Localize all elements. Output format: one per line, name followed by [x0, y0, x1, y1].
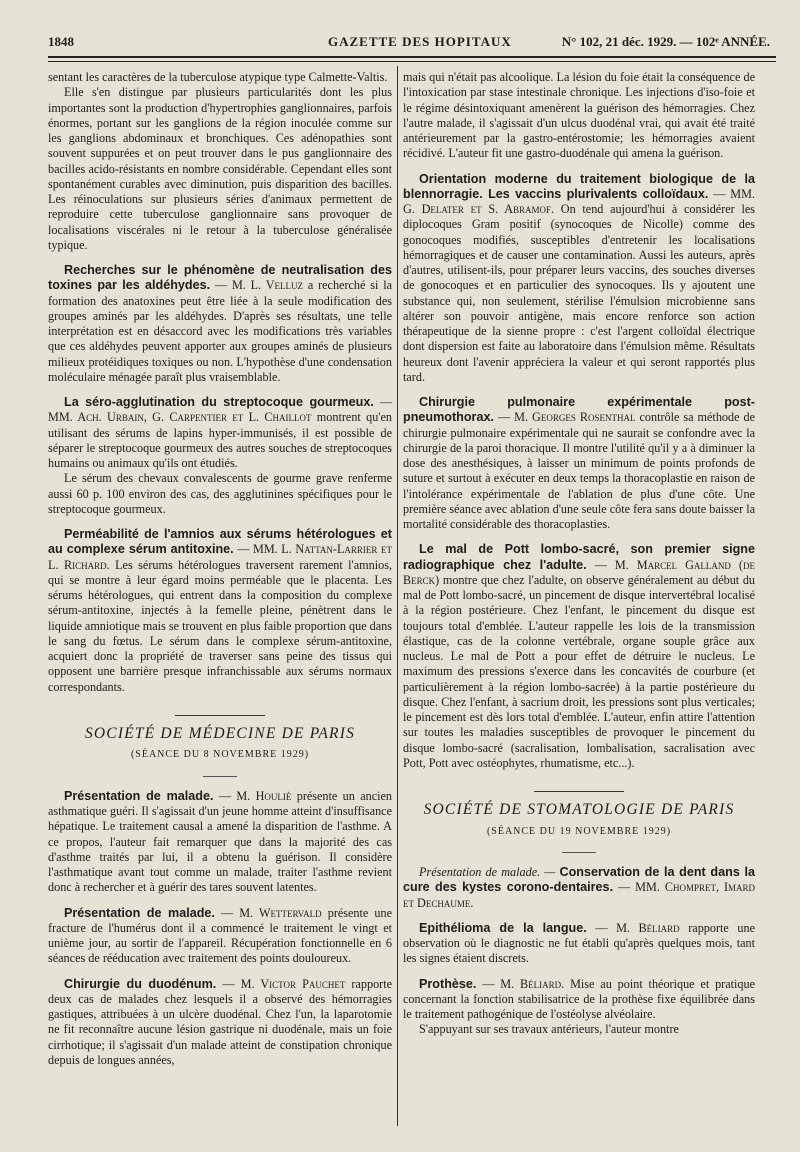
- section-separator: [403, 781, 755, 796]
- column-divider: [397, 66, 398, 1126]
- article-mal-de-pott: [403, 542, 755, 771]
- article-title: Chirurgie pulmonaire expérimentale post-pneumothorax.: [403, 395, 755, 425]
- article-conservation-dent: [403, 865, 755, 911]
- article-text: montre que chez l'adulte, on observe généralement au début du mal de Pott lombo-sacré, un pincement de disque intervertébral localisé à la région postérieure. Chez l'enfant, le pincement du disque est toujours total d'emblée. L'auteur rappelle les lois de la transmission élastique, cas de la colonne vertébrale, organe souple grâce aux nucleus. Le mal de Pott a pour effet de détruire le nucleus. Le maximum des pressions s'exerce dans les concavités de courbure (et particulièrement à la région lombo-sacrée) à la partie postérieure du disque. Chez l'enfant, à sacrium droit, les pressions sont plus verticales; le pincement est dès lors total d'emblée. L'auteur, enfin attire l'attention sur toutes les maladies susceptibles de provoquer le pincement du disque lombo-sacré (sacralisation, lombalisation, sacralisation avec Pott, Pott avec ostéophytes, rhumatisme, etc...).: [403, 572, 756, 770]
- article-authors: — M. Béliard: [595, 920, 680, 935]
- society-title: SOCIÉTÉ DE STOMATOLOGIE DE PARIS: [423, 801, 735, 819]
- article-text: rapporte deux cas de malades chez lesquels il a observé des hémorragies gastiques, attribuées à un ulcère duodénal. Chez l'un, la laparotomie ne fit reconnaître aucune lésion gastrique ni duodénale, mais un foie cirrhotique; il s'agissait d'un malade atteint de constipation chronique depuis de longues années,: [48, 976, 393, 1067]
- paragraph: sentant les caractères de la tuberculose atypique type Calmette-Valtis.: [48, 70, 388, 84]
- article-authors: — M. Wettervald: [221, 905, 322, 920]
- article-authors: — MM. G. Delater et S. Abramof.: [403, 186, 755, 216]
- article-text: Les sérums hétérologues traversent rarement l'amnios, qui se montre à leur égard moins perméable que le placenta. Les sérums hétérologues, qui entrent dans la composition du complexe sérum-antitoxine, injectés à la femelle pleine, pénètrent dans le liquide amniotique mais se trouvent en plus faible proportion que dans le sang du fœtus. Le sérum dans le complexe sérum-antitoxine, acquiert donc la propriété de traverser sans peine des tissus qui opposent une barrière presque infranchissable aux sérums normaux correspondants.: [48, 557, 393, 694]
- article-title: Recherches sur le phénomène de neutralisation des toxines par les aldéhydes.: [48, 263, 392, 293]
- article-presentation-1: [48, 789, 392, 896]
- journal-title: GAZETTE DES HOPITAUX: [328, 34, 512, 49]
- article-title: Présentation de malade.: [64, 788, 214, 803]
- article-authors: — M. Victor Pauchet: [222, 976, 346, 991]
- article-label: Présentation de malade. —: [419, 865, 556, 879]
- paragraph: Elle s'en distingue par plusieurs particularités dont les plus importantes sont la production d'hypertrophies ganglionnaires, parfois énormes, portant sur les ganglions de la région inoculée comme sur les ganglions abdominaux et bronchiques. Ces adénopathies sont souvent suppurées et on peut trouver dans le pus ganglionnaire des bacilles acido-résistants en nombre considérable. Cependant elles sont spontanément curables avec diminution, puis disparition des bacilles. Les réinoculations sur plusieurs séries d'animaux permettent de reproduire cette tuberculose ganglionnaire sans provoquer de localisations viscérales ni le retour à la tuberculose généralisée typique.: [48, 85, 392, 252]
- article-authors: — M. L. Velluz: [214, 278, 304, 293]
- article-text: présente un ancien asthmatique guéri. Il s'agissait d'un jeune homme atteint d'insuffisance hépatique. Le traitement causal a amené la disparition de l'asthme. A ce propos, l'auteur fait remarquer que dans la majorité des cas d'asthme traités par lui, il a obtenu la guérison. Il considère l'asthmatique avant tout comme un malade, traiter l'asthme revient donc à rechercher et à guérir des tares souvent latentes.: [48, 788, 392, 895]
- article-presentation-2: [48, 906, 392, 967]
- article-text: On tend aujourd'hui à considérer les diplocoques Gram positif (synocoques de Nicolle) comme des gonocoques modifiés, susceptibles d'entretenir les localisations hémorragiques et de causer une contamination. Aussi les auteurs, après d'autres, utilisent-ils, pour préparer leurs vaccins, des souches diverses de gonocoques et en particulier des synocoques. Ils y ajoutent une substance qui, non seulement, stérilise l'émulsion microbienne sans altérer son pouvoir antigène, mais encore renforce son action thérapeutique de la sienne propre : c'est l'argent colloïdal électrique dont dispersion est faite au laboratoire dans l'émulsion même. Résultats heureux dont l'avenir appréciera la valeur et qui seront rapportés plus tard.: [403, 202, 756, 384]
- article-title: Conservation de la dent dans la cure des kystes corono-dentaires.: [403, 865, 756, 895]
- small-separator: [403, 842, 755, 857]
- article-sero-agglutination: [48, 395, 392, 517]
- article-text: rapporte une observation où le diagnostic ne fut établi qu'après quelques mois, tant les signes étaient discrets.: [403, 920, 756, 966]
- article-text: présente une fracture de l'humérus dont il a commencé le traitement le vingt et unième jour, au sortir de l'appareil. Récupération fonctionnelle en 6 séances de rééducation avec traitement des points douloureux.: [48, 905, 392, 966]
- session-date: (SÉANCE DU 8 NOVEMBRE 1929): [130, 749, 310, 761]
- paragraph: mais qui n'était pas alcoolique. La lésion du foie était la conséquence de l'intoxication par stase intestinale chronique. Les injections d'iso-foie et le régime désintoxiquant amenèrent la guérison des hémorragies. Chez l'autre malade, il s'agissait d'un ulcus duodénal vrai, qui avait été traité antérieurement par la gastro-entérostomie; les hémorragies avaient récidivé. L'auteur fit une gastro-duodénale qui amena la guérison.: [403, 70, 755, 161]
- issue-date: N° 102, 21 déc. 1929. — 102ᵉ ANNÉE.: [561, 34, 770, 49]
- article-title: Présentation de malade.: [64, 905, 215, 920]
- section-separator: [48, 705, 392, 720]
- paragraph: Le sérum des chevaux convalescents de gourme grave renferme aussi 60 p. 100 environ des cas, des agglutinines spécifiques pour le streptocoque gourmeux.: [48, 471, 392, 516]
- article-authors: — MM. Ach. Urbain, G. Carpentier et L. Chaillot: [48, 395, 392, 425]
- article-title: La séro-agglutination du streptocoque gourmeux.: [64, 395, 374, 409]
- article-neutralisation: [48, 263, 392, 385]
- left-column: [48, 70, 392, 1068]
- page-header: [48, 30, 770, 56]
- article-duodenum: [48, 977, 392, 1069]
- article-authors: — M. Marcel Galland (de Berck): [403, 557, 755, 587]
- header-rule: [48, 56, 776, 58]
- article-text: a recherché si la formation des anatoxines peut être liée à la seule modification des groupes aminés par les aldéhydes. D'après ses résultats, une telle interprétation est en désaccord avec les modifications très variables que ces aldéhydes peuvent apporter aux groupes aminés de plusieurs milieux protéidiques toxiques ou non. L'hypothèse d'une condensation moléculaire ménagée paraît plus vraisemblable.: [48, 278, 393, 384]
- article-permeabilite: [48, 527, 392, 695]
- article-chirurgie-pulmonaire: [403, 395, 755, 532]
- paragraph: S'appuyant sur ses travaux antérieurs, l'auteur montre: [419, 1022, 679, 1037]
- article-title: Perméabilité de l'amnios aux sérums hétérologues et au complexe sérum antitoxine.: [48, 527, 392, 557]
- article-blennorragie: [403, 172, 755, 386]
- article-authors: — M. Houlié: [218, 788, 292, 803]
- session-date: (SÉANCE DU 19 NOVEMBRE 1929): [486, 825, 672, 837]
- small-separator: [48, 766, 392, 781]
- article-text: montrent qu'en utilisant des sérums de lapins hyper-immunisés, il est possible de séparer le streptocoque gourmeux des autres souches de streptocoques humains ou animaux qu'ils ont étudiés.: [48, 410, 392, 470]
- article-authors: — MM. Chompret, Imard et Dechaume.: [403, 880, 756, 910]
- article-text: contrôle sa méthode de chirurgie pulmonaire expérimentale qui ne saurait se confondre avec la chirurgie de la paroi thoracique. Il montre l'utilité qu'il y a à diminuer la dose des anesthésiques, à laisser un minimum de points profonds de suture et surtout à exécuter en deux temps la thoracoplastie en raison de l'intolérance expérimentale de l'ablation de plus d'une côte. Une première séance avec ablation d'une seule côte fera sans doute baisser la mortalité considérable des thoracoplasties.: [403, 410, 756, 531]
- page-number: 1848: [48, 34, 74, 49]
- article-authors: — M. Béliard.: [482, 976, 565, 991]
- society-title: SOCIÉTÉ DE MÉDECINE DE PARIS: [84, 725, 356, 742]
- article-title: Orientation moderne du traitement biologique de la blennorragie. Les vaccins plurivalents colloïdaux.: [403, 171, 755, 201]
- article-title: Chirurgie du duodénum.: [64, 976, 217, 991]
- article-title: Prothèse.: [419, 976, 477, 991]
- article-authors: — M. Georges Rosenthal: [497, 410, 636, 425]
- article-prothese: [403, 977, 755, 1038]
- article-authors: — MM. L. Nattan-Larrier et L. Richard.: [48, 542, 393, 572]
- article-epithelioma: [403, 921, 755, 967]
- header-rule-thin: [48, 61, 776, 62]
- article-text: Mise au point théorique et pratique concernant la fonction stabilisatrice de la prothèse fixe équilibrée dans le traitement pathogénique de l'ostéolyse alvéolaire.: [403, 976, 756, 1021]
- right-column: [403, 70, 755, 1038]
- article-title: Epithélioma de la langue.: [419, 920, 587, 935]
- article-title: Le mal de Pott lombo-sacré, son premier signe radiographique chez l'adulte.: [403, 542, 755, 572]
